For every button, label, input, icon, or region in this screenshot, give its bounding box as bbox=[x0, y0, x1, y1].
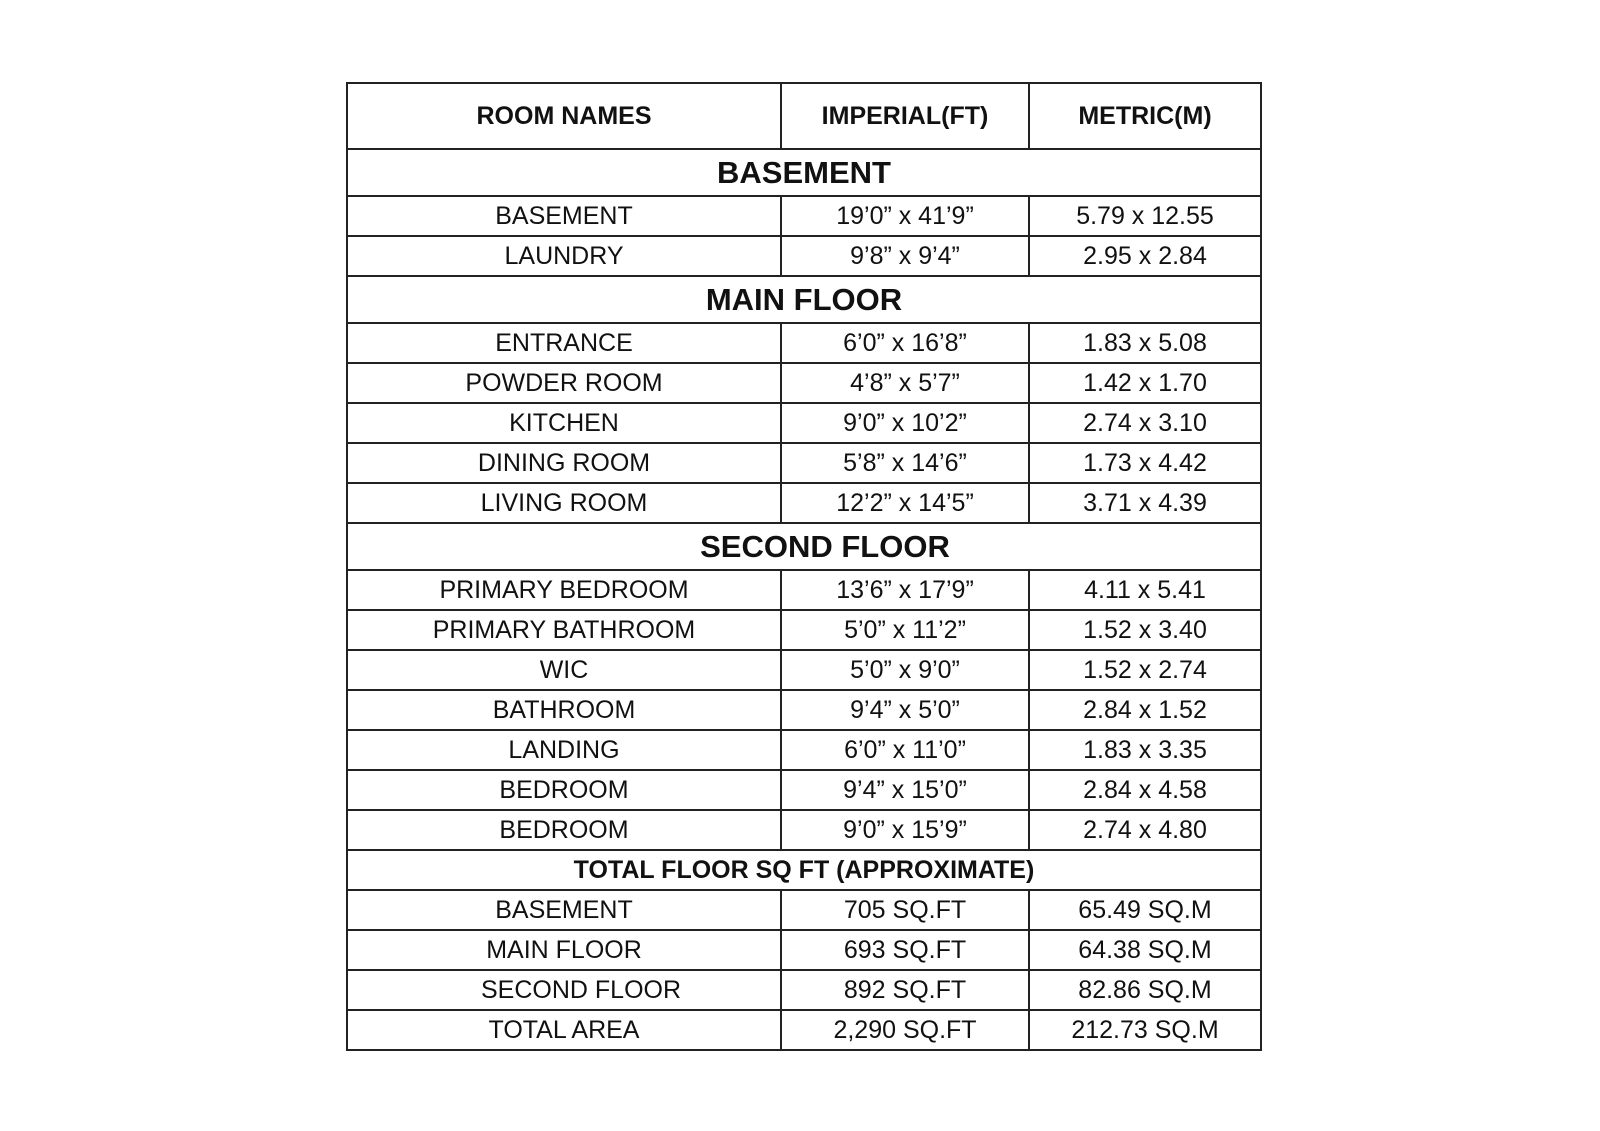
area-metric: 212.73 SQ.M bbox=[1029, 1010, 1261, 1050]
room-name: LANDING bbox=[347, 730, 781, 770]
room-metric: 2.74 x 4.80 bbox=[1029, 810, 1261, 850]
area-name: SECOND FLOOR bbox=[347, 970, 781, 1010]
table-row bbox=[347, 363, 1261, 403]
room-metric: 4.11 x 5.41 bbox=[1029, 570, 1261, 610]
room-name: BEDROOM bbox=[347, 810, 781, 850]
room-name: BATHROOM bbox=[347, 690, 781, 730]
section-title-totals: TOTAL FLOOR SQ FT (APPROXIMATE) bbox=[347, 850, 1261, 890]
room-name: BEDROOM bbox=[347, 770, 781, 810]
room-imperial: 9’0” x 10’2” bbox=[781, 403, 1029, 443]
table-row bbox=[347, 810, 1261, 850]
room-name: LAUNDRY bbox=[347, 236, 781, 276]
room-name: PRIMARY BEDROOM bbox=[347, 570, 781, 610]
room-name: POWDER ROOM bbox=[347, 363, 781, 403]
table-row bbox=[347, 730, 1261, 770]
section-totals-row bbox=[347, 850, 1261, 890]
room-dimensions-sheet bbox=[346, 82, 1260, 1051]
area-name: MAIN FLOOR bbox=[347, 930, 781, 970]
room-name: BASEMENT bbox=[347, 196, 781, 236]
room-name: LIVING ROOM bbox=[347, 483, 781, 523]
room-imperial: 19’0” x 41’9” bbox=[781, 196, 1029, 236]
section-title-main-floor: MAIN FLOOR bbox=[347, 276, 1261, 323]
table-row bbox=[347, 196, 1261, 236]
table-row bbox=[347, 690, 1261, 730]
room-imperial: 9’0” x 15’9” bbox=[781, 810, 1029, 850]
area-imperial: 2,290 SQ.FT bbox=[781, 1010, 1029, 1050]
room-metric: 2.84 x 4.58 bbox=[1029, 770, 1261, 810]
room-imperial: 9’8” x 9’4” bbox=[781, 236, 1029, 276]
table-row bbox=[347, 403, 1261, 443]
room-name: KITCHEN bbox=[347, 403, 781, 443]
room-imperial: 5’0” x 11’2” bbox=[781, 610, 1029, 650]
room-dimensions-table bbox=[346, 82, 1262, 1051]
area-name: TOTAL AREA bbox=[347, 1010, 781, 1050]
section-second-floor-row bbox=[347, 523, 1261, 570]
room-metric: 1.52 x 2.74 bbox=[1029, 650, 1261, 690]
table-row bbox=[347, 323, 1261, 363]
table-row bbox=[347, 890, 1261, 930]
room-metric: 3.71 x 4.39 bbox=[1029, 483, 1261, 523]
room-imperial: 6’0” x 11’0” bbox=[781, 730, 1029, 770]
room-metric: 1.83 x 3.35 bbox=[1029, 730, 1261, 770]
header-imperial: IMPERIAL(FT) bbox=[781, 83, 1029, 149]
area-name: BASEMENT bbox=[347, 890, 781, 930]
room-metric: 1.42 x 1.70 bbox=[1029, 363, 1261, 403]
room-metric: 1.73 x 4.42 bbox=[1029, 443, 1261, 483]
table-row bbox=[347, 570, 1261, 610]
room-imperial: 9’4” x 15’0” bbox=[781, 770, 1029, 810]
table-row bbox=[347, 650, 1261, 690]
area-imperial: 892 SQ.FT bbox=[781, 970, 1029, 1010]
room-imperial: 4’8” x 5’7” bbox=[781, 363, 1029, 403]
table-header-row bbox=[347, 83, 1261, 149]
area-imperial: 705 SQ.FT bbox=[781, 890, 1029, 930]
room-metric: 1.83 x 5.08 bbox=[1029, 323, 1261, 363]
room-name: PRIMARY BATHROOM bbox=[347, 610, 781, 650]
room-name: DINING ROOM bbox=[347, 443, 781, 483]
room-metric: 5.79 x 12.55 bbox=[1029, 196, 1261, 236]
room-imperial: 9’4” x 5’0” bbox=[781, 690, 1029, 730]
area-metric: 64.38 SQ.M bbox=[1029, 930, 1261, 970]
section-title-basement: BASEMENT bbox=[347, 149, 1261, 196]
header-metric: METRIC(M) bbox=[1029, 83, 1261, 149]
room-metric: 2.84 x 1.52 bbox=[1029, 690, 1261, 730]
room-name: WIC bbox=[347, 650, 781, 690]
table-row bbox=[347, 930, 1261, 970]
room-metric: 1.52 x 3.40 bbox=[1029, 610, 1261, 650]
table-row bbox=[347, 483, 1261, 523]
table-row bbox=[347, 236, 1261, 276]
header-room-names: ROOM NAMES bbox=[347, 83, 781, 149]
room-metric: 2.95 x 2.84 bbox=[1029, 236, 1261, 276]
table-row bbox=[347, 970, 1261, 1010]
room-imperial: 13’6” x 17’9” bbox=[781, 570, 1029, 610]
room-imperial: 5’8” x 14’6” bbox=[781, 443, 1029, 483]
room-imperial: 6’0” x 16’8” bbox=[781, 323, 1029, 363]
section-main-floor-row bbox=[347, 276, 1261, 323]
area-metric: 82.86 SQ.M bbox=[1029, 970, 1261, 1010]
section-title-second-floor: SECOND FLOOR bbox=[347, 523, 1261, 570]
room-imperial: 12’2” x 14’5” bbox=[781, 483, 1029, 523]
table-row bbox=[347, 610, 1261, 650]
area-metric: 65.49 SQ.M bbox=[1029, 890, 1261, 930]
table-row bbox=[347, 443, 1261, 483]
area-imperial: 693 SQ.FT bbox=[781, 930, 1029, 970]
room-metric: 2.74 x 3.10 bbox=[1029, 403, 1261, 443]
room-name: ENTRANCE bbox=[347, 323, 781, 363]
table-row bbox=[347, 770, 1261, 810]
section-basement-row bbox=[347, 149, 1261, 196]
room-imperial: 5’0” x 9’0” bbox=[781, 650, 1029, 690]
table-row bbox=[347, 1010, 1261, 1050]
